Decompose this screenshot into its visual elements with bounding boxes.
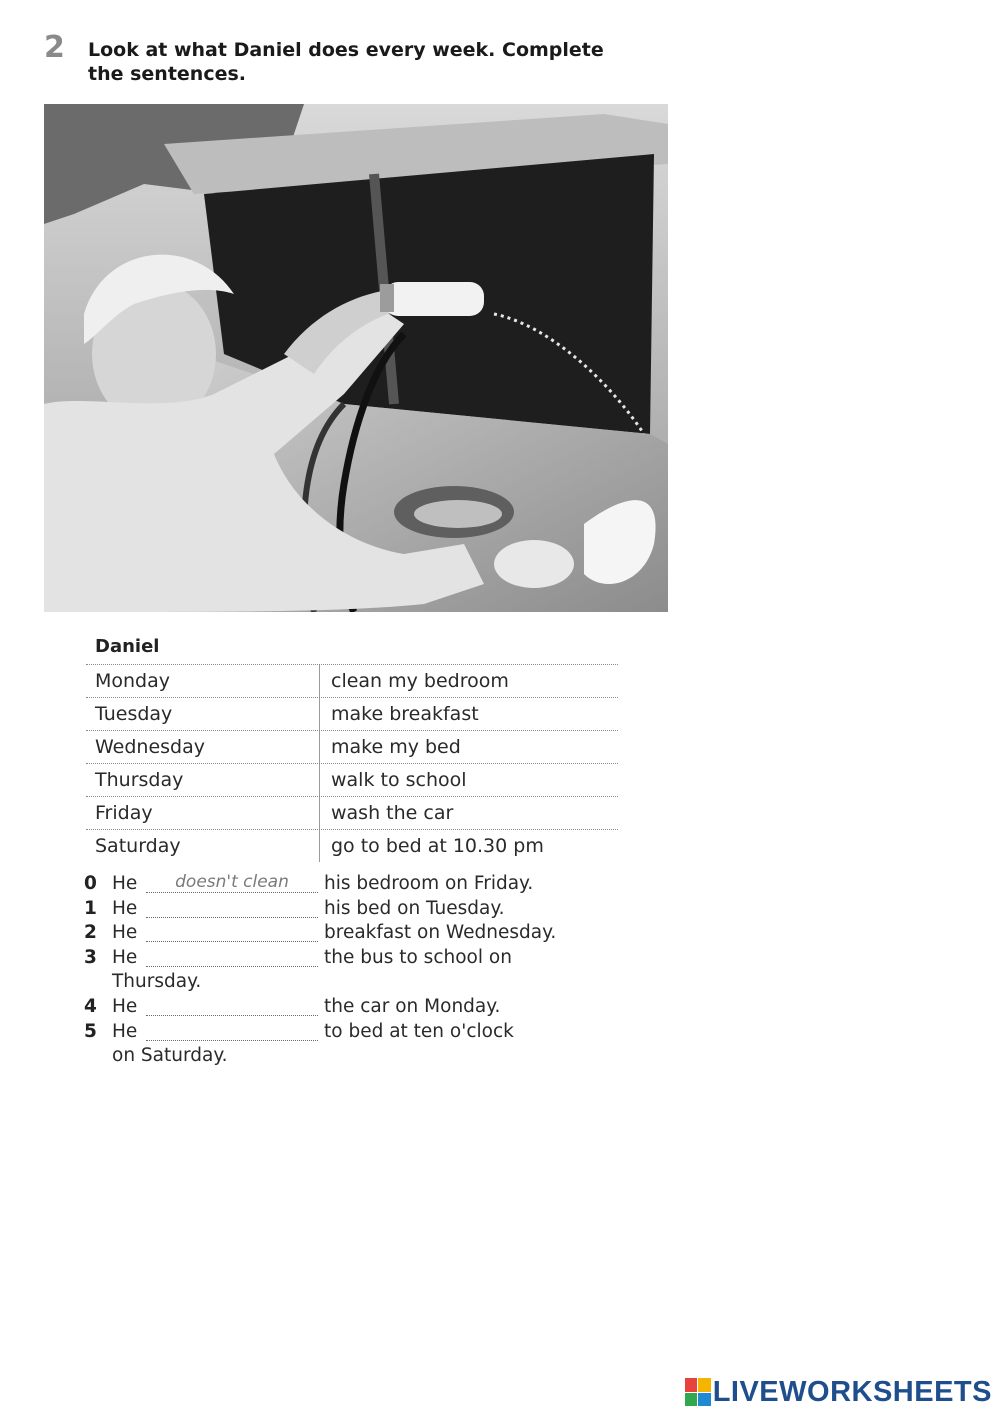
photo-boy-washing-car <box>44 104 668 612</box>
sentence-subject: He <box>112 946 138 968</box>
sentence-number: 2 <box>84 922 97 944</box>
logo-grid-icon <box>685 1378 711 1406</box>
answer-blank-1[interactable] <box>146 897 318 918</box>
logo-square-red <box>685 1378 698 1392</box>
sentence-number: 0 <box>84 873 97 894</box>
sentence-subject: He <box>112 1020 138 1042</box>
sentence-item <box>84 995 604 1020</box>
day-cell: Monday <box>86 665 320 697</box>
task-cell: wash the car <box>331 802 454 824</box>
table-row <box>86 829 618 862</box>
instructions-line-2: the sentences. <box>88 63 247 85</box>
exercise-number: 2 <box>44 30 65 65</box>
sentence-subject: He <box>112 873 138 894</box>
sentence-item <box>84 897 604 922</box>
sentence-rest: to bed at ten o'clock <box>324 1020 514 1042</box>
sentence-subject: He <box>112 922 138 944</box>
task-cell: go to bed at 10.30 pm <box>331 835 544 857</box>
sentence-continuation: on Saturday. <box>112 1045 228 1067</box>
instructions <box>88 38 628 86</box>
table-row <box>86 763 618 796</box>
task-cell: clean my bedroom <box>331 670 509 692</box>
sentence-number: 1 <box>84 897 97 919</box>
schedule-title: Daniel <box>95 636 160 657</box>
sentence-rest: breakfast on Wednesday. <box>324 922 557 944</box>
table-row <box>86 796 618 829</box>
day-cell: Saturday <box>86 830 320 862</box>
table-row <box>86 664 618 697</box>
photo-illustration <box>44 104 668 612</box>
sentence-subject: He <box>112 995 138 1017</box>
example-answer: doesn't clean <box>146 872 318 893</box>
logo-text: LIVEWORKSHEETS <box>712 1375 992 1408</box>
sentence-rest: the car on Monday. <box>324 995 501 1017</box>
task-cell: make breakfast <box>331 703 479 725</box>
sentence-rest: his bed on Tuesday. <box>324 897 505 919</box>
day-cell: Tuesday <box>86 698 320 730</box>
day-cell: Thursday <box>86 764 320 796</box>
logo-square-green <box>685 1393 698 1407</box>
answer-blank-2[interactable] <box>146 921 318 942</box>
sentence-rest: his bedroom on Friday. <box>324 873 534 894</box>
instructions-line-1: Look at what Daniel does every week. Complete <box>88 39 604 61</box>
sentence-continuation: Thursday. <box>112 971 202 993</box>
sentence-subject: He <box>112 897 138 919</box>
sentence-number: 4 <box>84 995 97 1017</box>
answer-blank-3[interactable] <box>146 946 318 967</box>
sentence-item <box>84 872 604 897</box>
sentence-rest: the bus to school on <box>324 946 512 968</box>
logo-square-blue <box>698 1393 711 1407</box>
schedule-table <box>86 664 618 862</box>
liveworksheets-logo <box>685 1376 992 1408</box>
task-cell: walk to school <box>331 769 467 791</box>
answer-blank-4[interactable] <box>146 995 318 1016</box>
answer-blank-5[interactable] <box>146 1020 318 1041</box>
table-row <box>86 730 618 763</box>
logo-square-yellow <box>698 1378 711 1392</box>
task-cell: make my bed <box>331 736 461 758</box>
table-row <box>86 697 618 730</box>
sentence-item <box>84 946 604 971</box>
sentence-list <box>84 872 604 1069</box>
day-cell: Wednesday <box>86 731 320 763</box>
sentence-item <box>84 1020 604 1045</box>
sentence-item <box>84 921 604 946</box>
day-cell: Friday <box>86 797 320 829</box>
sentence-number: 5 <box>84 1020 97 1042</box>
sentence-number: 3 <box>84 946 97 968</box>
